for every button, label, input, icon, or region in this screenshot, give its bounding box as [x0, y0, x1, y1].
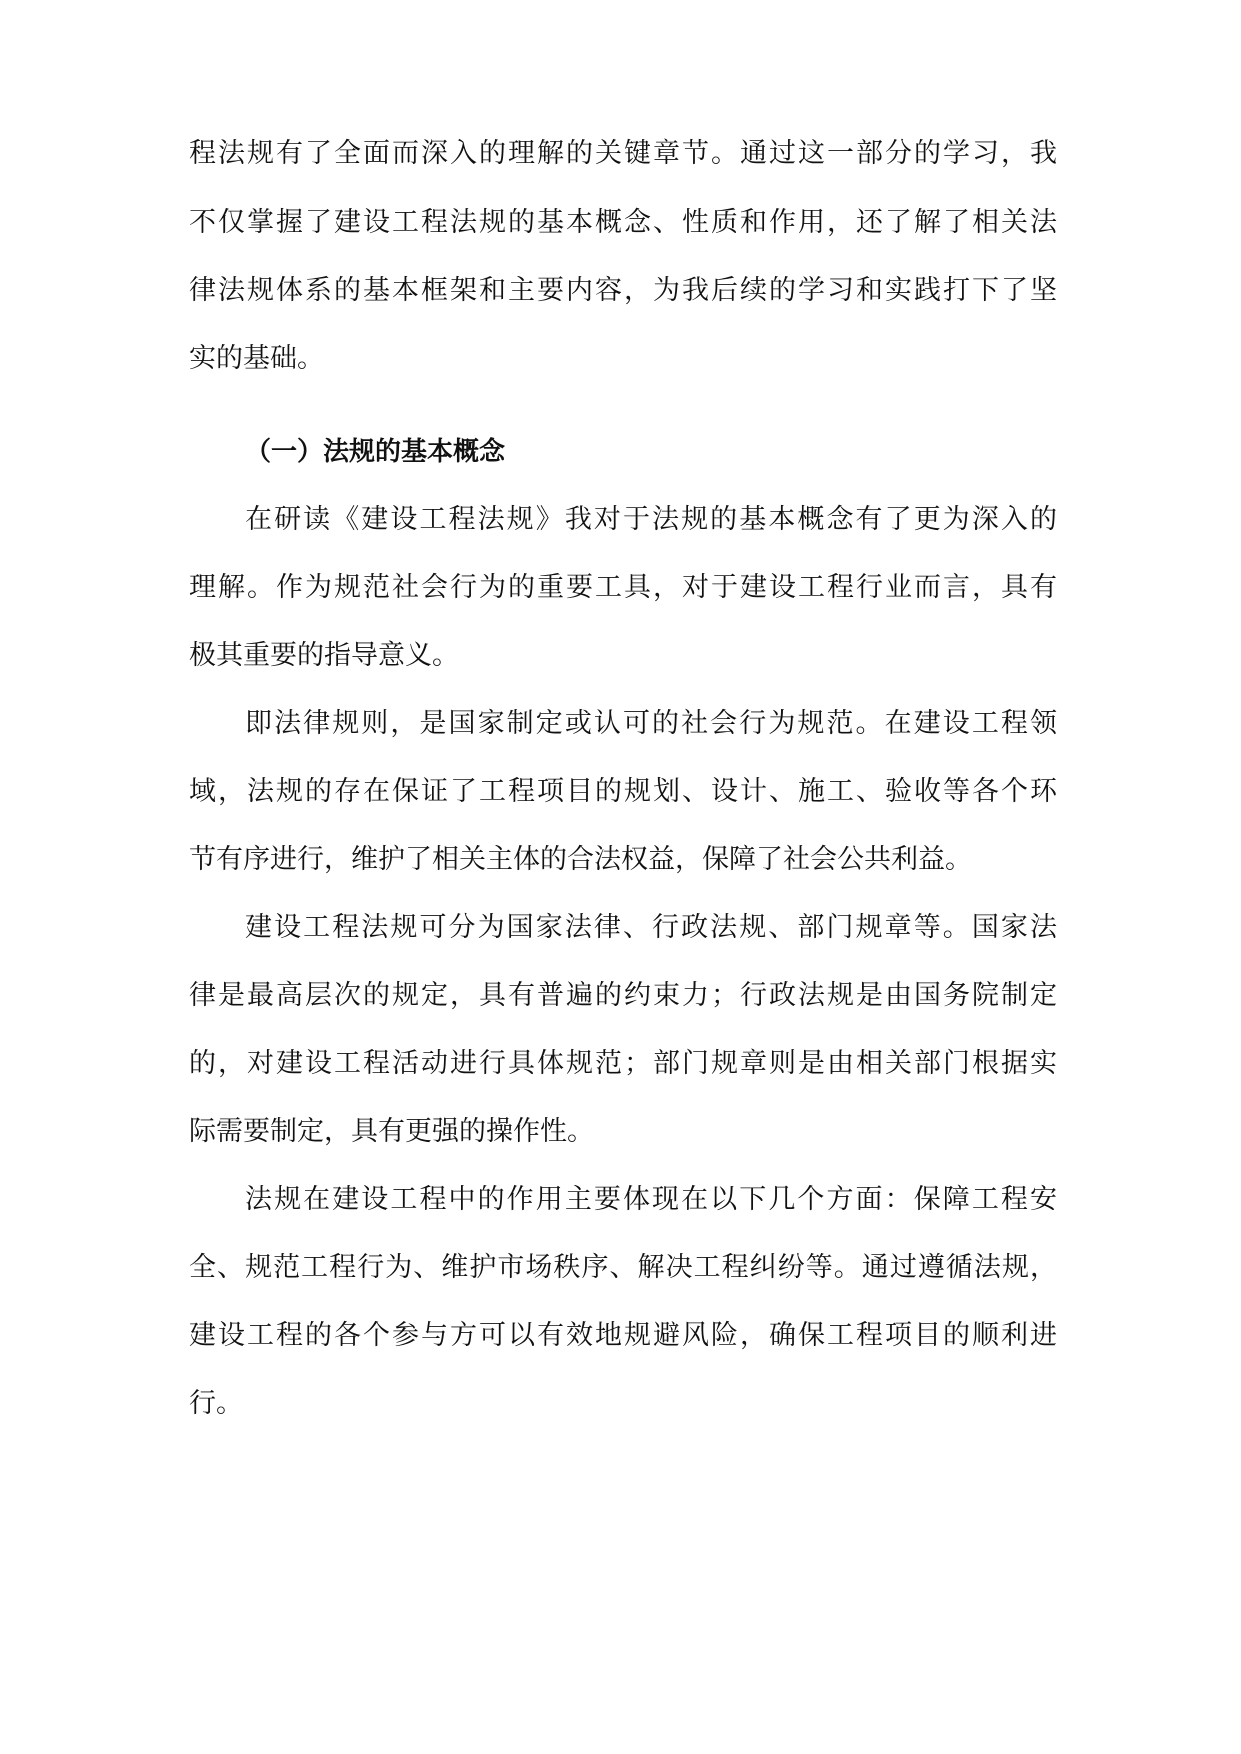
- paragraph-2-line-1: 即法律规则，是国家制定或认可的社会行为规范。在建设工程领: [245, 708, 1057, 739]
- paragraph-4-line-3: 建设工程的各个参与方可以有效地规避风险，确保工程项目的顺利进: [189, 1320, 1057, 1351]
- paragraph-2-line-3: 节有序进行，维护了相关主体的合法权益，保障了社会公共利益。: [189, 844, 972, 875]
- paragraph-4-line-2: 全、规范工程行为、维护市场秩序、解决工程纠纷等。通过遵循法规，: [189, 1252, 1057, 1283]
- intro-line-1: 程法规有了全面而深入的理解的关键章节。通过这一部分的学习，我: [189, 138, 1057, 169]
- paragraph-4-line-4: 行。: [189, 1388, 243, 1419]
- intro-line-4: 实的基础。: [189, 343, 324, 374]
- paragraph-3-line-2: 律是最高层次的规定，具有普遍的约束力；行政法规是由国务院制定: [189, 980, 1057, 1011]
- intro-line-3: 律法规体系的基本框架和主要内容，为我后续的学习和实践打下了坚: [189, 275, 1057, 306]
- paragraph-3-line-1: 建设工程法规可分为国家法律、行政法规、部门规章等。国家法: [245, 912, 1057, 943]
- paragraph-3-line-3: 的，对建设工程活动进行具体规范；部门规章则是由相关部门根据实: [189, 1048, 1057, 1079]
- paragraph-1-line-3: 极其重要的指导意义。: [189, 640, 459, 671]
- paragraph-4-line-1: 法规在建设工程中的作用主要体现在以下几个方面：保障工程安: [245, 1184, 1057, 1215]
- paragraph-1-line-1: 在研读《建设工程法规》我对于法规的基本概念有了更为深入的: [245, 504, 1057, 535]
- paragraph-3-line-4: 际需要制定，具有更强的操作性。: [189, 1116, 594, 1147]
- paragraph-2-line-2: 域，法规的存在保证了工程项目的规划、设计、施工、验收等各个环: [189, 776, 1057, 807]
- section-heading: （一）法规的基本概念: [245, 437, 506, 467]
- intro-line-2: 不仅掌握了建设工程法规的基本概念、性质和作用，还了解了相关法: [189, 207, 1057, 238]
- paragraph-1-line-2: 理解。作为规范社会行为的重要工具，对于建设工程行业而言，具有: [189, 572, 1057, 603]
